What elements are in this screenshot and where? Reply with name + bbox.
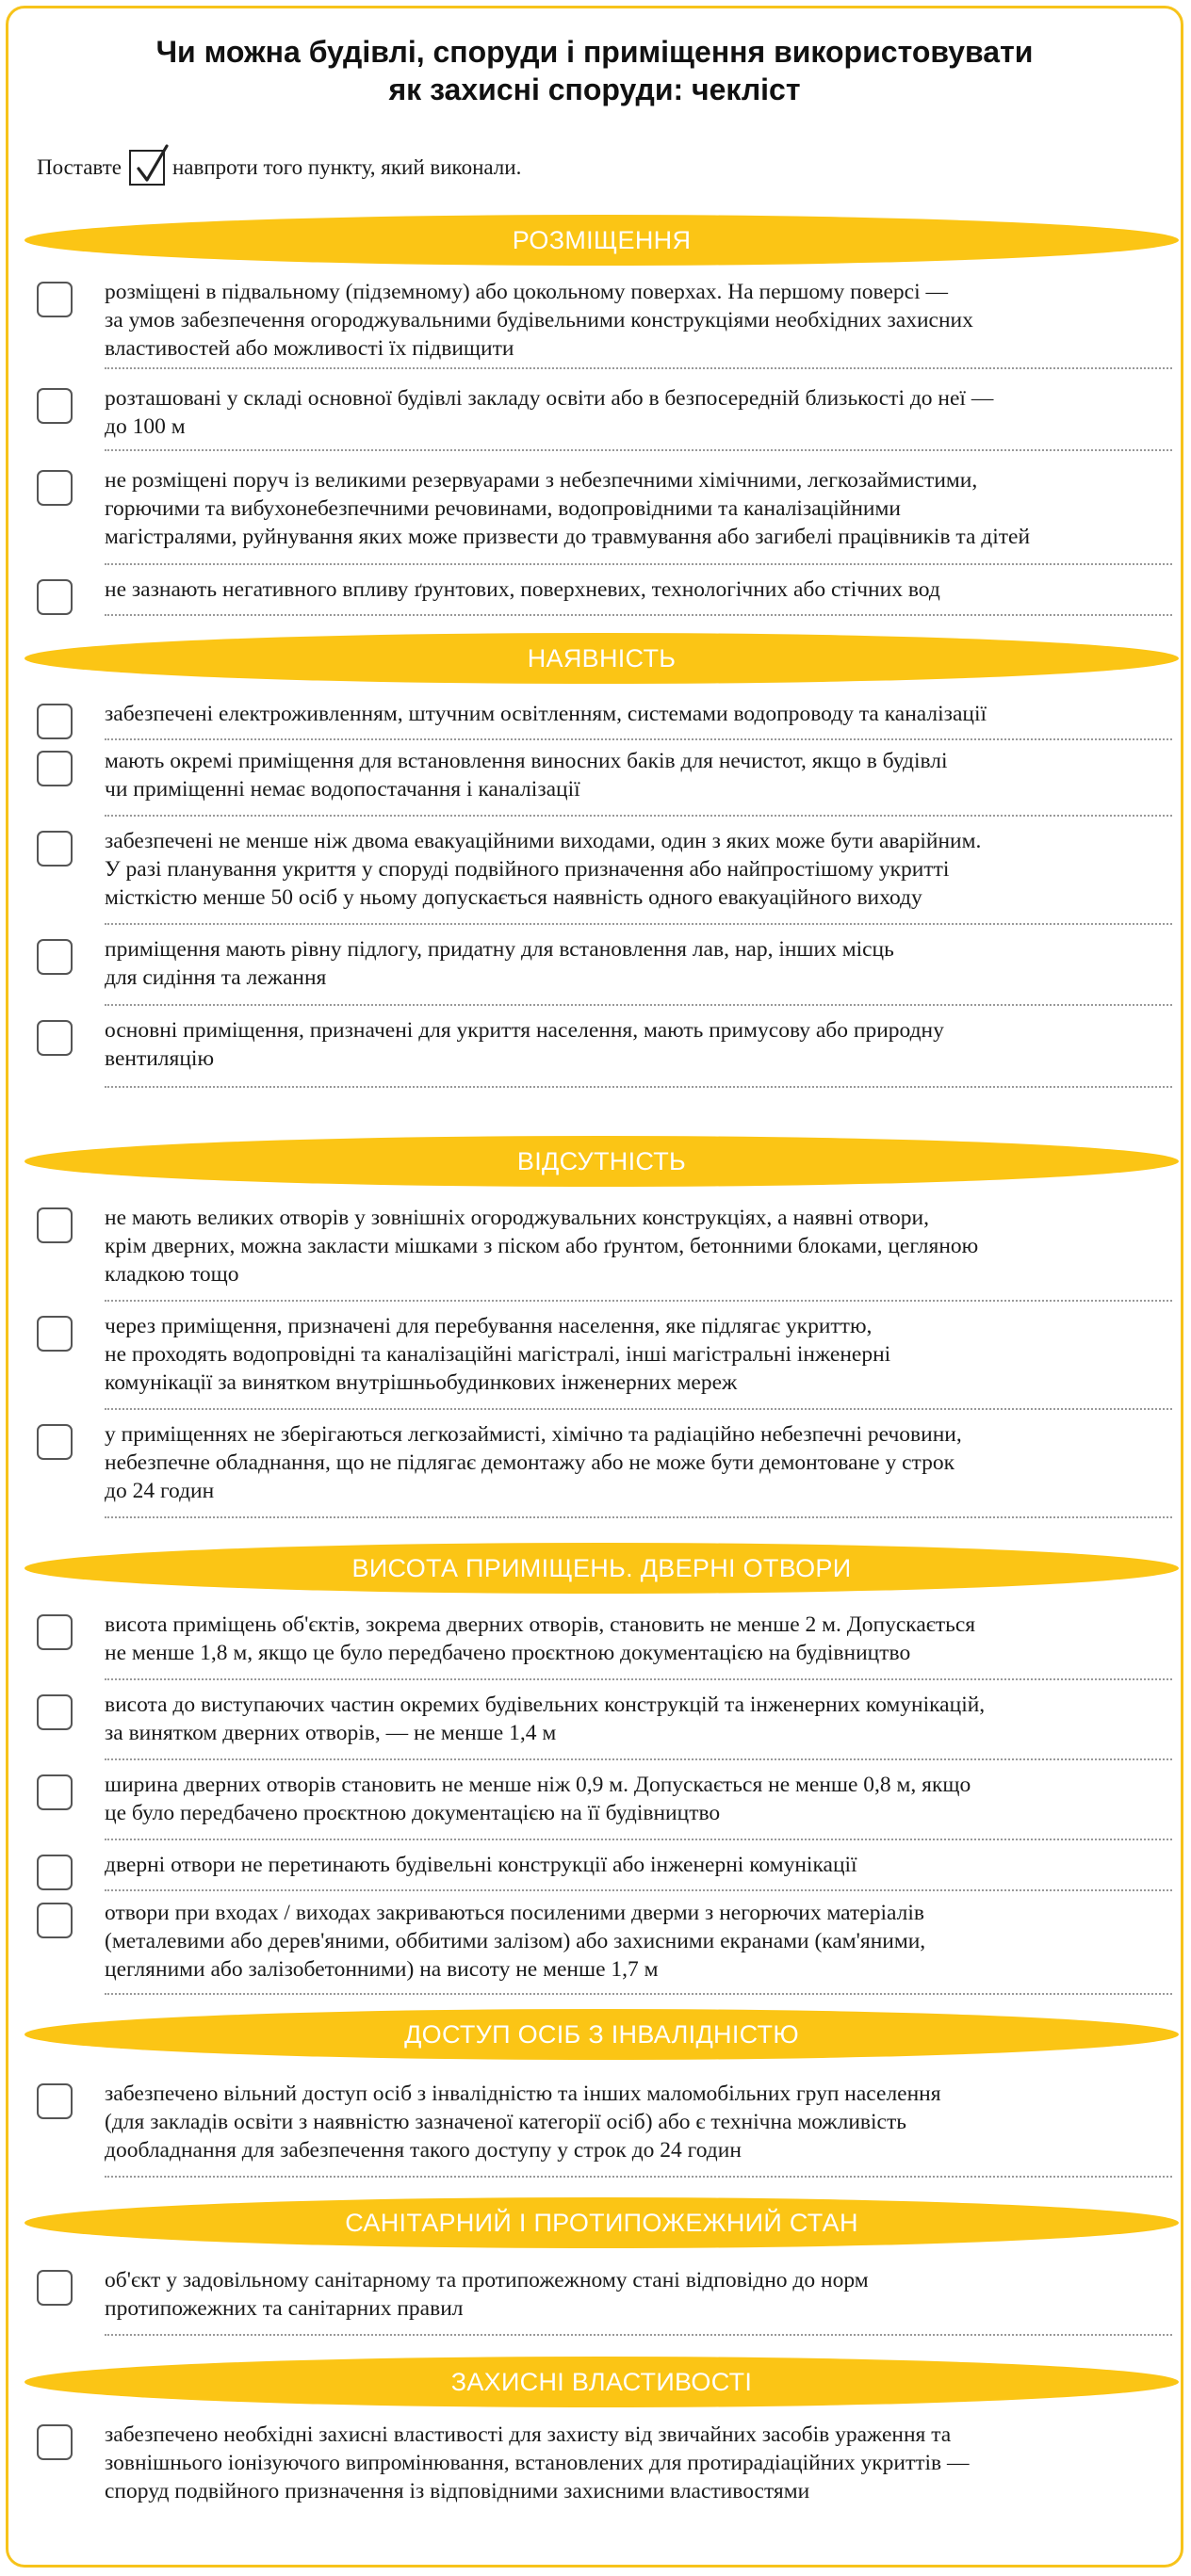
- checkbox[interactable]: [37, 704, 73, 739]
- checklist-item-text: не мають великих отворів у зовнішніх огороджувальних конструкціях, а наявні отвори, крім дверних, можна закласти мішками з піском або ґрунтом, бетонними блоками, цегляною кладкою тощо: [105, 1206, 979, 1287]
- checkbox[interactable]: [37, 939, 73, 975]
- dotted-divider: [105, 1408, 1172, 1410]
- dotted-divider: [105, 923, 1172, 925]
- checkbox[interactable]: [37, 2270, 73, 2306]
- instruction: [37, 150, 521, 186]
- checklist-item-text: висота приміщень об'єктів, зокрема дверних отворів, становить не менше 2 м. Допускається не менше 1,8 м, якщо це було передбачено проєктною документацією на будівництво: [105, 1612, 976, 1665]
- checkbox[interactable]: [37, 751, 73, 786]
- dotted-divider: [105, 738, 1172, 740]
- checkbox[interactable]: [37, 282, 73, 317]
- checklist-sheet: [6, 6, 1183, 2568]
- checkbox[interactable]: [37, 2083, 73, 2119]
- dotted-divider: [105, 1086, 1172, 1088]
- checkbox[interactable]: [37, 1774, 73, 1810]
- dotted-divider: [105, 2334, 1172, 2336]
- checklist-item-text: у приміщеннях не зберігаються легкозаймисті, хімічно та радіаційно небезпечні речовини, небезпечне обладнання, що не підлягає демонтажу або не може бути демонтоване у строк до 24 годин: [105, 1422, 962, 1503]
- checklist-item-text: не зазнають негативного впливу ґрунтових, поверхневих, технологічних або стічних вод: [105, 577, 940, 602]
- checklist-item-text: дверні отвори не перетинають будівельні конструкції або інженерні комунікації: [105, 1853, 857, 1877]
- instruction-before: Поставте: [37, 155, 122, 179]
- checklist-item-text: приміщення мають рівну підлогу, придатну для встановлення лав, нар, інших місць для сидіння та лежання: [105, 937, 894, 990]
- dotted-divider: [105, 1300, 1172, 1302]
- checkbox[interactable]: [37, 1903, 73, 1938]
- checklist-item-text: забезпечені електроживленням, штучним освітленням, системами водопроводу та каналізації: [105, 702, 987, 726]
- checkbox[interactable]: [37, 831, 73, 867]
- dotted-divider: [105, 1678, 1172, 1680]
- section-heading: САНІТАРНИЙ І ПРОТИПОЖЕЖНИЙ СТАН: [24, 2197, 1179, 2248]
- checklist-item-text: забезпечено вільний доступ осіб з інвалідністю та інших маломобільних груп населення (для закладів освіти з наявністю зазначеної категорії осіб) або є технічна можливість дообладнання для забезпечення такого доступу у строк до 24 годин: [105, 2082, 941, 2163]
- checklist-item-text: розміщені в підвальному (підземному) або цокольному поверхах. На першому поверсі — за умов забезпечення огороджувальними будівельними конструкціями необхідних захисних властивостей або можливості їх підвищити: [105, 280, 973, 361]
- checklist-item-text: висота до виступаючих частин окремих будівельних конструкцій та інженерних комунікацій, за винятком дверних отворів, — не менше 1,4 м: [105, 1693, 986, 1745]
- dotted-divider: [105, 1839, 1172, 1840]
- checklist-item-text: через приміщення, призначені для перебування населення, яке підлягає укриттю, не проходять водопровідні та каналізаційні магістралі, інші магістральні інженерні комунікації за винятком внутрішньобудинкових інженерних мереж: [105, 1314, 891, 1395]
- checkbox[interactable]: [37, 579, 73, 615]
- checkbox[interactable]: [37, 1855, 73, 1890]
- section-heading: ЗАХИСНІ ВЛАСТИВОСТІ: [24, 2357, 1179, 2407]
- checkbox[interactable]: [37, 1020, 73, 1056]
- dotted-divider: [105, 1004, 1172, 1006]
- checkbox[interactable]: [37, 1694, 73, 1730]
- dotted-divider: [105, 2176, 1172, 2178]
- checkbox[interactable]: [37, 1316, 73, 1352]
- section-heading: ВІДСУТНІСТЬ: [24, 1136, 1179, 1187]
- checklist-item-text: мають окремі приміщення для встановлення виносних баків для нечистот, якщо в будівлі чи приміщенні немає водопостачання і каналізації: [105, 749, 948, 802]
- dotted-divider: [105, 1889, 1172, 1891]
- dotted-divider: [105, 449, 1172, 451]
- section-heading: НАЯВНІСТЬ: [24, 633, 1179, 684]
- checkbox[interactable]: [37, 1614, 73, 1650]
- section-heading: РОЗМІЩЕННЯ: [24, 215, 1179, 266]
- checklist-item-text: об'єкт у задовільному санітарному та протипожежному стані відповідно до норм протипожежних та санітарних правил: [105, 2268, 869, 2321]
- checklist-item-text: ширина дверних отворів становить не менше ніж 0,9 м. Допускається не менше 0,8 м, якщо це було передбачено проєктною документацією на її будівництво: [105, 1773, 971, 1825]
- instruction-after: навпроти того пункту, який виконали.: [171, 155, 522, 179]
- dotted-divider: [105, 815, 1172, 817]
- checklist-item-text: забезпечено необхідні захисні властивості для захисту від звичайних засобів ураження та зовнішнього іонізуючого випромінювання, встановлених для протирадіаційних укриттів — споруд подвійного призначення із відповідними захисними властивостями: [105, 2422, 970, 2503]
- checklist-item-text: забезпечені не менше ніж двома евакуаційними виходами, один з яких може бути аварійним. У разі планування укриття у споруді подвійного призначення або найпростішому укритті місткістю менше 50 осіб у ньому допускається наявність одного евакуаційного виходу: [105, 829, 982, 910]
- checklist-item-text: основні приміщення, призначені для укриття населення, мають примусову або природну вентиляцію: [105, 1018, 944, 1071]
- checkbox[interactable]: [37, 1207, 73, 1243]
- checkbox[interactable]: [37, 470, 73, 506]
- section-heading: ВИСОТА ПРИМІЩЕНЬ. ДВЕРНІ ОТВОРИ: [24, 1543, 1179, 1594]
- checklist-item-text: розташовані у складі основної будівлі закладу освіти або в безпосередній близькості до неї — до 100 м: [105, 386, 994, 439]
- checkbox[interactable]: [37, 1424, 73, 1460]
- page-title: [8, 33, 1181, 108]
- checkbox[interactable]: [37, 388, 73, 424]
- section-heading: ДОСТУП ОСІБ З ІНВАЛІДНІСТЮ: [24, 2009, 1179, 2060]
- checkmark-icon: [129, 150, 165, 186]
- dotted-divider: [105, 367, 1172, 369]
- checklist-item-text: не розміщені поруч із великими резервуарами з небезпечними хімічними, легкозаймистими, горючими та вибухонебезпечними речовинами, водопровідними та каналізаційними магістралями, руйнування яких може призвести до травмування або загибелі працівників та дітей: [105, 468, 1031, 549]
- dotted-divider: [105, 563, 1172, 565]
- dotted-divider: [105, 1993, 1172, 1995]
- title-line-1: Чи можна будівлі, споруди і приміщення використовувати: [155, 35, 1034, 69]
- title-line-2: як захисні споруди: чекліст: [388, 73, 801, 106]
- checkbox[interactable]: [37, 2424, 73, 2460]
- checklist-item-text: отвори при входах / виходах закриваються посиленими дверми з негорючих матеріалів (металевими або дерев'яними, оббитими залізом) або захисними екранами (кам'яними, цегляними або залізобетонними) на висоту не менше 1,7 м: [105, 1901, 926, 1982]
- dotted-divider: [105, 1758, 1172, 1760]
- dotted-divider: [105, 1516, 1172, 1518]
- dotted-divider: [105, 614, 1172, 616]
